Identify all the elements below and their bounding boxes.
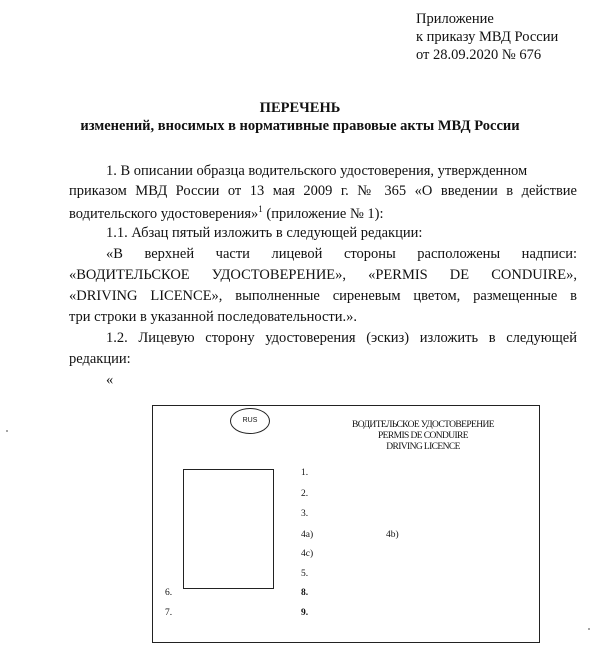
field-4a: 4a) — [301, 530, 314, 540]
quote-line-4: три строки в указанной последовательности.». — [69, 309, 357, 325]
rus-oval: RUS — [230, 408, 270, 434]
paragraph-1-line-3-tail: (приложение № 1): — [262, 205, 384, 222]
document-subtitle: изменений, вносимых в нормативные правовые акты МВД России — [80, 118, 520, 134]
quote-line-1: «В верхней части лицевой стороны расположены надписи: — [106, 246, 577, 262]
appendix-line-3: от 28.09.2020 № 676 — [416, 47, 542, 63]
licence-sketch — [152, 405, 540, 643]
quote-line-3: «DRIVING LICENCE», выполненные сиреневым цветом, размещенные в — [69, 288, 577, 304]
scan-speck — [588, 628, 590, 630]
field-4b: 4b) — [386, 530, 399, 540]
scan-speck — [6, 430, 8, 432]
quote-line-2: «ВОДИТЕЛЬСКОЕ УДОСТОВЕРЕНИЕ», «PERMIS DE CONDUIRE», — [69, 267, 577, 283]
field-5: 5. — [301, 569, 309, 579]
paragraph-1-2-line-1: 1.2. Лицевую сторону удостоверения (эскиз) изложить в следующей — [106, 330, 577, 346]
field-6: 6. — [165, 588, 173, 598]
opening-quote: « — [106, 372, 114, 388]
appendix-line-2: к приказу МВД России — [416, 29, 559, 45]
licence-title — [323, 420, 523, 453]
field-7: 7. — [165, 608, 173, 618]
paragraph-1-1: 1.1. Абзац пятый изложить в следующей редакции: — [106, 225, 423, 241]
paragraph-1-line-1: 1. В описании образца водительского удостоверения, утвержденном — [106, 163, 528, 179]
licence-title-line-2: PERMIS DE CONDUIRE — [377, 431, 468, 441]
appendix-line-1: Приложение — [416, 11, 494, 27]
footnote-marker: 1 — [258, 204, 263, 214]
licence-title-line-3: DRIVING LICENCE — [386, 442, 460, 452]
appendix-block — [416, 10, 558, 64]
paragraph-1-line-3-text: водительского удостоверения» — [69, 205, 259, 222]
photo-placeholder — [183, 469, 274, 589]
licence-title-line-1: ВОДИТЕЛЬСКОЕ УДОСТОВЕРЕНИЕ — [352, 420, 494, 430]
document-title: ПЕРЕЧЕНЬ — [259, 100, 341, 116]
field-2: 2. — [301, 489, 309, 499]
field-4c: 4c) — [301, 549, 314, 559]
paragraph-1-line-3 — [69, 204, 384, 223]
field-8: 8. — [301, 588, 309, 598]
paragraph-1-line-2: приказом МВД России от 13 мая 2009 г. № 365 «О введении в действие — [69, 183, 577, 199]
field-3: 3. — [301, 509, 309, 519]
field-1: 1. — [301, 468, 309, 478]
paragraph-1-2-line-2: редакции: — [69, 351, 131, 367]
field-9: 9. — [301, 608, 309, 618]
